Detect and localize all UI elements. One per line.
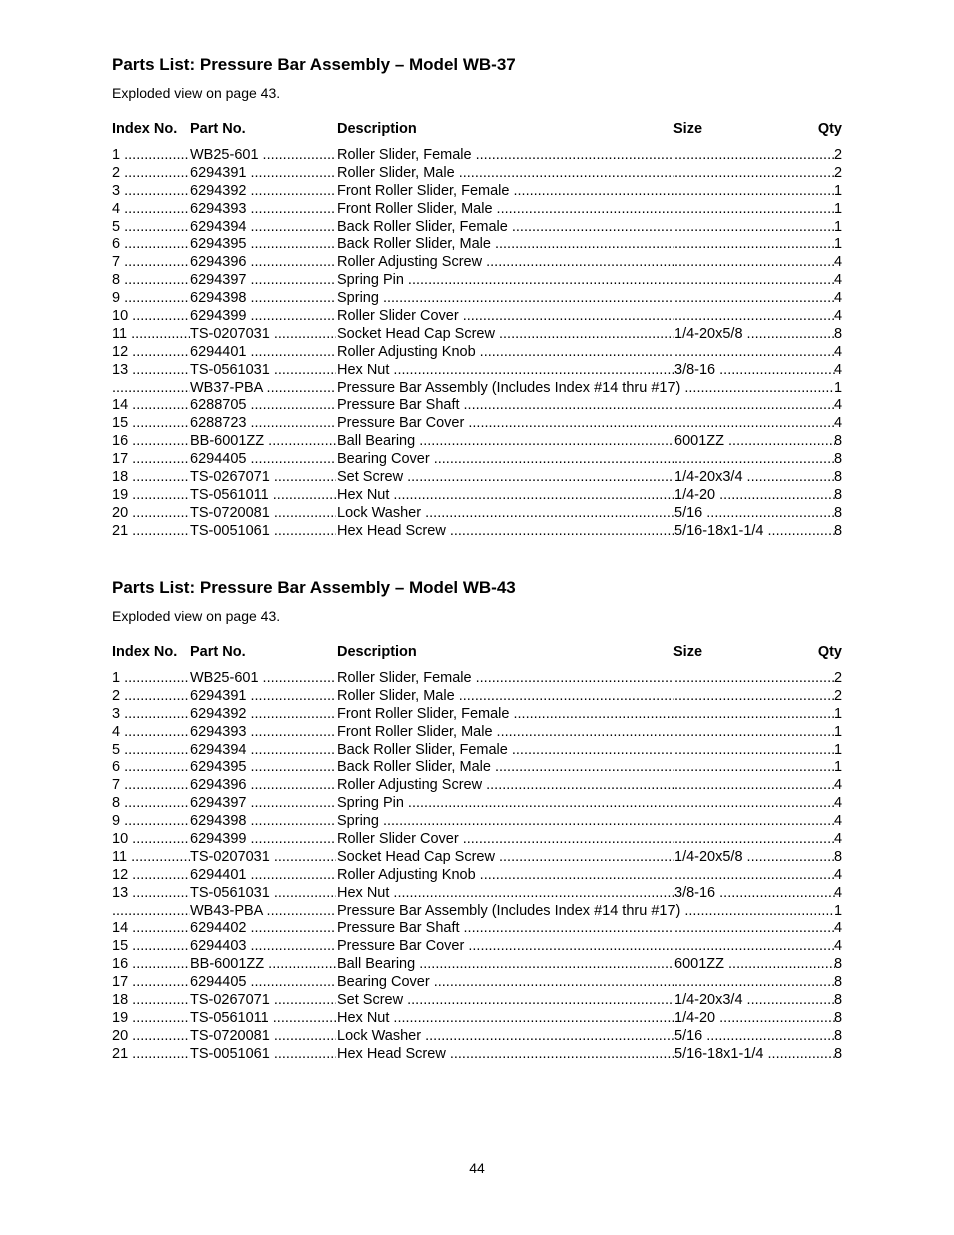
cell-qty: 4 bbox=[834, 813, 842, 830]
cell-size bbox=[674, 415, 835, 433]
table-row bbox=[112, 920, 842, 938]
cell-qty: 1 bbox=[834, 379, 842, 396]
section-subtitle: Exploded view on page 43. bbox=[112, 85, 281, 101]
cell-qty: 1 bbox=[834, 200, 842, 217]
table-row bbox=[112, 523, 842, 541]
cell-part-no: 6294401 ..... bbox=[190, 344, 336, 362]
cell-qty: 8 bbox=[834, 451, 842, 468]
table-row bbox=[112, 777, 842, 795]
cell-qty: 2 bbox=[834, 670, 842, 686]
table-row bbox=[112, 849, 842, 867]
table-header bbox=[112, 642, 842, 662]
cell-qty: 8 bbox=[834, 469, 842, 486]
cell-size: 6001ZZ ..... bbox=[674, 433, 835, 451]
cell-part-no: 6294403 ..... bbox=[190, 938, 336, 956]
cell-index bbox=[112, 380, 190, 398]
cell-index: 17 ..... bbox=[112, 451, 190, 469]
cell-description: Roller Slider Cover ..... bbox=[337, 308, 674, 326]
cell-index: 10 ..... bbox=[112, 308, 190, 326]
cell-part-no: 6294392 ..... bbox=[190, 706, 336, 724]
cell-part-no: 6294394 ..... bbox=[190, 219, 336, 237]
parts-list-section-wb43 bbox=[112, 577, 842, 1064]
cell-description: Spring ..... bbox=[337, 813, 674, 831]
cell-index: 18 ..... bbox=[112, 992, 190, 1010]
table-row bbox=[112, 1028, 842, 1046]
cell-index: 6 ..... bbox=[112, 759, 190, 777]
cell-size bbox=[674, 670, 835, 688]
cell-description: Roller Slider Cover ..... bbox=[337, 831, 674, 849]
cell-size: 1/4-20 ..... bbox=[674, 1010, 835, 1028]
table-row bbox=[112, 1010, 842, 1028]
table-row bbox=[112, 759, 842, 777]
cell-size bbox=[674, 201, 835, 219]
cell-description: Roller Slider, Female ..... bbox=[337, 147, 674, 165]
cell-description: Back Roller Slider, Female ..... bbox=[337, 742, 674, 760]
cell-description: Roller Adjusting Screw ..... bbox=[337, 777, 674, 795]
cell-size: 5/16-18x1-1/4 ..... bbox=[674, 1046, 835, 1064]
cell-description: Pressure Bar Assembly (Includes Index #14 thru #17) ..... bbox=[337, 380, 834, 398]
cell-description: Back Roller Slider, Female ..... bbox=[337, 219, 674, 237]
cell-part-no: 6294402 ..... bbox=[190, 920, 336, 938]
cell-description: Back Roller Slider, Male ..... bbox=[337, 759, 674, 777]
cell-qty: 8 bbox=[834, 486, 842, 503]
table-row bbox=[112, 415, 842, 433]
cell-size bbox=[674, 236, 835, 254]
cell-part-no: 6288705 ..... bbox=[190, 397, 336, 415]
header-description: Description bbox=[337, 644, 417, 660]
table-row bbox=[112, 706, 842, 724]
cell-index: 2 ..... bbox=[112, 688, 190, 706]
cell-part-no: 6294395 ..... bbox=[190, 236, 336, 254]
cell-part-no: 6294393 ..... bbox=[190, 724, 336, 742]
table-row bbox=[112, 308, 842, 326]
cell-description: Roller Adjusting Knob ..... bbox=[337, 867, 674, 885]
table-row bbox=[112, 165, 842, 183]
cell-index: 1 ..... bbox=[112, 147, 190, 165]
table-row bbox=[112, 813, 842, 831]
table-row bbox=[112, 451, 842, 469]
cell-description: Pressure Bar Shaft ..... bbox=[337, 920, 674, 938]
table-row bbox=[112, 469, 842, 487]
cell-size bbox=[674, 165, 835, 183]
page-number: 44 bbox=[469, 1160, 485, 1176]
cell-description: Hex Nut ..... bbox=[337, 1010, 674, 1028]
cell-size bbox=[674, 795, 835, 813]
cell-size bbox=[674, 344, 835, 362]
cell-part-no: WB43-PBA ..... bbox=[190, 903, 336, 921]
cell-qty: 8 bbox=[834, 956, 842, 973]
cell-index: 20 ..... bbox=[112, 505, 190, 523]
cell-index: 6 ..... bbox=[112, 236, 190, 254]
table-row bbox=[112, 992, 842, 1010]
header-size: Size bbox=[673, 121, 703, 137]
cell-qty: 8 bbox=[834, 848, 842, 865]
cell-index: 10 ..... bbox=[112, 831, 190, 849]
cell-qty: 4 bbox=[834, 343, 842, 360]
cell-size bbox=[674, 254, 835, 272]
cell-index: 7 ..... bbox=[112, 254, 190, 272]
cell-part-no: TS-0207031 ..... bbox=[190, 849, 336, 867]
table-row bbox=[112, 183, 842, 201]
cell-qty: 4 bbox=[834, 777, 842, 794]
section-subtitle: Exploded view on page 43. bbox=[112, 608, 281, 624]
cell-part-no: 6294393 ..... bbox=[190, 201, 336, 219]
cell-size: 5/16 ..... bbox=[674, 1028, 835, 1046]
cell-index: 19 ..... bbox=[112, 487, 190, 505]
header-part: Part No. bbox=[190, 121, 246, 137]
cell-qty: 8 bbox=[834, 433, 842, 450]
cell-qty: 1 bbox=[834, 723, 842, 740]
cell-part-no: BB-6001ZZ ..... bbox=[190, 433, 336, 451]
cell-description: Hex Nut ..... bbox=[337, 487, 674, 505]
table-row bbox=[112, 505, 842, 523]
cell-qty: 4 bbox=[834, 272, 842, 289]
cell-part-no: TS-0720081 ..... bbox=[190, 1028, 336, 1046]
table-row bbox=[112, 236, 842, 254]
cell-qty: 2 bbox=[834, 147, 842, 163]
cell-part-no: 6294391 ..... bbox=[190, 688, 336, 706]
table-row bbox=[112, 326, 842, 344]
cell-size bbox=[674, 831, 835, 849]
cell-index: 5 ..... bbox=[112, 219, 190, 237]
cell-description: Hex Head Screw ..... bbox=[337, 1046, 674, 1064]
table-row bbox=[112, 147, 842, 165]
cell-qty: 8 bbox=[834, 1045, 842, 1062]
cell-size bbox=[674, 759, 835, 777]
cell-qty: 1 bbox=[834, 705, 842, 722]
cell-part-no: 6294405 ..... bbox=[190, 451, 336, 469]
cell-size bbox=[674, 813, 835, 831]
cell-index: 14 ..... bbox=[112, 920, 190, 938]
cell-size bbox=[674, 219, 835, 237]
cell-index: 18 ..... bbox=[112, 469, 190, 487]
table-row bbox=[112, 903, 842, 921]
cell-size: 5/16-18x1-1/4 ..... bbox=[674, 523, 835, 541]
cell-part-no: TS-0267071 ..... bbox=[190, 469, 336, 487]
cell-description: Spring ..... bbox=[337, 290, 674, 308]
table-row bbox=[112, 344, 842, 362]
cell-part-no: TS-0267071 ..... bbox=[190, 992, 336, 1010]
cell-qty: 4 bbox=[834, 254, 842, 271]
cell-description: Hex Nut ..... bbox=[337, 362, 674, 380]
cell-part-no: TS-0207031 ..... bbox=[190, 326, 336, 344]
cell-index: 4 ..... bbox=[112, 724, 190, 742]
cell-index: 9 ..... bbox=[112, 290, 190, 308]
cell-index: 20 ..... bbox=[112, 1028, 190, 1046]
cell-size bbox=[674, 272, 835, 290]
cell-qty: 8 bbox=[834, 1009, 842, 1026]
cell-description: Roller Slider, Male ..... bbox=[337, 688, 674, 706]
cell-index: 3 ..... bbox=[112, 183, 190, 201]
cell-size bbox=[674, 397, 835, 415]
cell-size: 3/8-16 ..... bbox=[674, 362, 835, 380]
cell-part-no: TS-0720081 ..... bbox=[190, 505, 336, 523]
cell-part-no: 6294391 ..... bbox=[190, 165, 336, 183]
cell-part-no: TS-0051061 ..... bbox=[190, 523, 336, 541]
cell-index: 15 ..... bbox=[112, 415, 190, 433]
cell-description: Front Roller Slider, Female ..... bbox=[337, 706, 674, 724]
cell-size: 1/4-20x5/8 ..... bbox=[674, 849, 835, 867]
cell-part-no: 6294398 ..... bbox=[190, 813, 336, 831]
cell-size: 1/4-20 ..... bbox=[674, 487, 835, 505]
table-header bbox=[112, 119, 842, 139]
cell-qty: 8 bbox=[834, 992, 842, 1009]
cell-size bbox=[674, 290, 835, 308]
cell-qty: 1 bbox=[834, 759, 842, 776]
cell-index: 19 ..... bbox=[112, 1010, 190, 1028]
cell-description: Front Roller Slider, Male ..... bbox=[337, 201, 674, 219]
cell-qty: 2 bbox=[834, 164, 842, 181]
cell-part-no: TS-0051061 ..... bbox=[190, 1046, 336, 1064]
cell-index: 13 ..... bbox=[112, 885, 190, 903]
cell-size: 1/4-20x5/8 ..... bbox=[674, 326, 835, 344]
table-row bbox=[112, 742, 842, 760]
cell-part-no: 6294397 ..... bbox=[190, 795, 336, 813]
cell-description: Roller Slider, Female ..... bbox=[337, 670, 674, 688]
cell-description: Roller Slider, Male ..... bbox=[337, 165, 674, 183]
cell-index: 15 ..... bbox=[112, 938, 190, 956]
cell-description: Pressure Bar Cover ..... bbox=[337, 415, 674, 433]
cell-index: 17 ..... bbox=[112, 974, 190, 992]
cell-qty: 4 bbox=[834, 920, 842, 937]
cell-description: Ball Bearing ..... bbox=[337, 433, 674, 451]
cell-qty: 4 bbox=[834, 831, 842, 848]
cell-description: Set Screw ..... bbox=[337, 992, 674, 1010]
table-row bbox=[112, 201, 842, 219]
table-row bbox=[112, 795, 842, 813]
cell-qty: 1 bbox=[834, 902, 842, 919]
table-row bbox=[112, 688, 842, 706]
table-row bbox=[112, 487, 842, 505]
cell-description: Lock Washer ..... bbox=[337, 505, 674, 523]
cell-size bbox=[674, 920, 835, 938]
cell-size bbox=[674, 777, 835, 795]
cell-size bbox=[674, 724, 835, 742]
cell-part-no: 6294399 ..... bbox=[190, 831, 336, 849]
cell-size bbox=[674, 308, 835, 326]
cell-part-no: 6294392 ..... bbox=[190, 183, 336, 201]
cell-size bbox=[674, 742, 835, 760]
cell-description: Roller Adjusting Knob ..... bbox=[337, 344, 674, 362]
cell-size bbox=[674, 688, 835, 706]
cell-description: Pressure Bar Assembly (Includes Index #14 thru #17) ..... bbox=[337, 903, 834, 921]
cell-size: 3/8-16 ..... bbox=[674, 885, 835, 903]
cell-description: Lock Washer ..... bbox=[337, 1028, 674, 1046]
cell-index: 4 ..... bbox=[112, 201, 190, 219]
cell-part-no: 6294398 ..... bbox=[190, 290, 336, 308]
cell-index: 12 ..... bbox=[112, 867, 190, 885]
cell-index: 16 ..... bbox=[112, 956, 190, 974]
cell-index: 7 ..... bbox=[112, 777, 190, 795]
cell-index: 5 ..... bbox=[112, 742, 190, 760]
cell-size: 6001ZZ ..... bbox=[674, 956, 835, 974]
cell-index: 8 ..... bbox=[112, 272, 190, 290]
cell-qty: 1 bbox=[834, 182, 842, 199]
cell-qty: 1 bbox=[834, 218, 842, 235]
parts-list-section-wb37 bbox=[112, 54, 842, 541]
table-row bbox=[112, 254, 842, 272]
cell-qty: 4 bbox=[834, 397, 842, 414]
table-row bbox=[112, 867, 842, 885]
cell-description: Bearing Cover ..... bbox=[337, 974, 674, 992]
cell-part-no: TS-0561031 ..... bbox=[190, 362, 336, 380]
cell-size bbox=[674, 974, 835, 992]
cell-part-no: WB25-601 ..... bbox=[190, 670, 336, 688]
cell-description: Hex Head Screw ..... bbox=[337, 523, 674, 541]
cell-description: Socket Head Cap Screw ..... bbox=[337, 326, 674, 344]
cell-part-no: 6294396 ..... bbox=[190, 777, 336, 795]
cell-index: 21 ..... bbox=[112, 1046, 190, 1064]
cell-qty: 4 bbox=[834, 308, 842, 325]
cell-qty: 8 bbox=[834, 522, 842, 539]
cell-part-no: 6294397 ..... bbox=[190, 272, 336, 290]
table-row bbox=[112, 831, 842, 849]
cell-qty: 4 bbox=[834, 795, 842, 812]
table-row bbox=[112, 433, 842, 451]
cell-size bbox=[674, 147, 835, 165]
cell-size bbox=[674, 706, 835, 724]
table-row bbox=[112, 380, 842, 398]
cell-part-no: 6294399 ..... bbox=[190, 308, 336, 326]
table-row bbox=[112, 885, 842, 903]
cell-qty: 1 bbox=[834, 236, 842, 253]
cell-qty: 8 bbox=[834, 1027, 842, 1044]
table-row bbox=[112, 956, 842, 974]
cell-qty: 4 bbox=[834, 938, 842, 955]
cell-description: Bearing Cover ..... bbox=[337, 451, 674, 469]
cell-qty: 2 bbox=[834, 687, 842, 704]
cell-size bbox=[674, 867, 835, 885]
cell-qty: 8 bbox=[834, 325, 842, 342]
cell-qty: 8 bbox=[834, 504, 842, 521]
cell-description: Front Roller Slider, Male ..... bbox=[337, 724, 674, 742]
cell-qty: 4 bbox=[834, 361, 842, 378]
cell-size bbox=[674, 938, 835, 956]
cell-part-no: 6294396 ..... bbox=[190, 254, 336, 272]
header-index: Index No. bbox=[112, 644, 178, 660]
cell-part-no: 6294405 ..... bbox=[190, 974, 336, 992]
cell-index: 16 ..... bbox=[112, 433, 190, 451]
cell-description: Roller Adjusting Screw ..... bbox=[337, 254, 674, 272]
cell-part-no: 6294394 ..... bbox=[190, 742, 336, 760]
cell-index: 12 ..... bbox=[112, 344, 190, 362]
cell-description: Spring Pin ..... bbox=[337, 272, 674, 290]
cell-index bbox=[112, 903, 190, 921]
table-row bbox=[112, 1046, 842, 1064]
cell-part-no: 6294395 ..... bbox=[190, 759, 336, 777]
header-qty: Qty bbox=[817, 121, 842, 137]
cell-description: Pressure Bar Cover ..... bbox=[337, 938, 674, 956]
cell-size bbox=[674, 451, 835, 469]
section-title: Parts List: Pressure Bar Assembly – Model WB-37 bbox=[112, 55, 516, 74]
cell-part-no: TS-0561031 ..... bbox=[190, 885, 336, 903]
cell-index: 9 ..... bbox=[112, 813, 190, 831]
cell-qty: 4 bbox=[834, 866, 842, 883]
cell-description: Socket Head Cap Screw ..... bbox=[337, 849, 674, 867]
cell-index: 3 ..... bbox=[112, 706, 190, 724]
section-title: Parts List: Pressure Bar Assembly – Model WB-43 bbox=[112, 578, 516, 597]
header-size: Size bbox=[673, 644, 703, 660]
header-qty: Qty bbox=[817, 644, 842, 660]
cell-size: 1/4-20x3/4 ..... bbox=[674, 992, 835, 1010]
cell-qty: 4 bbox=[834, 415, 842, 432]
cell-size: 5/16 ..... bbox=[674, 505, 835, 523]
cell-qty: 8 bbox=[834, 974, 842, 991]
table-row bbox=[112, 938, 842, 956]
cell-part-no: BB-6001ZZ ..... bbox=[190, 956, 336, 974]
table-row bbox=[112, 670, 842, 688]
cell-index: 8 ..... bbox=[112, 795, 190, 813]
cell-index: 2 ..... bbox=[112, 165, 190, 183]
cell-size bbox=[674, 183, 835, 201]
cell-description: Front Roller Slider, Female ..... bbox=[337, 183, 674, 201]
table-row bbox=[112, 397, 842, 415]
cell-description: Spring Pin ..... bbox=[337, 795, 674, 813]
cell-size: 1/4-20x3/4 ..... bbox=[674, 469, 835, 487]
table-row bbox=[112, 290, 842, 308]
cell-index: 13 ..... bbox=[112, 362, 190, 380]
cell-description: Back Roller Slider, Male ..... bbox=[337, 236, 674, 254]
table-row bbox=[112, 362, 842, 380]
cell-description: Pressure Bar Shaft ..... bbox=[337, 397, 674, 415]
table-row bbox=[112, 724, 842, 742]
cell-index: 21 ..... bbox=[112, 523, 190, 541]
cell-index: 11 ..... bbox=[112, 326, 190, 344]
header-part: Part No. bbox=[190, 644, 246, 660]
cell-description: Ball Bearing ..... bbox=[337, 956, 674, 974]
cell-qty: 1 bbox=[834, 741, 842, 758]
cell-description: Set Screw ..... bbox=[337, 469, 674, 487]
cell-index: 11 ..... bbox=[112, 849, 190, 867]
cell-part-no: 6288723 ..... bbox=[190, 415, 336, 433]
cell-qty: 4 bbox=[834, 290, 842, 307]
header-index: Index No. bbox=[112, 121, 178, 137]
parts-table bbox=[112, 670, 842, 1064]
cell-index: 14 ..... bbox=[112, 397, 190, 415]
header-description: Description bbox=[337, 121, 417, 137]
cell-part-no: 6294401 ..... bbox=[190, 867, 336, 885]
cell-part-no: TS-0561011 ..... bbox=[190, 487, 336, 505]
cell-part-no: WB25-601 ..... bbox=[190, 147, 336, 165]
table-row bbox=[112, 974, 842, 992]
cell-index: 1 ..... bbox=[112, 670, 190, 688]
table-row bbox=[112, 219, 842, 237]
cell-qty: 4 bbox=[834, 884, 842, 901]
cell-part-no: WB37-PBA ..... bbox=[190, 380, 336, 398]
cell-part-no: TS-0561011 ..... bbox=[190, 1010, 336, 1028]
cell-description: Hex Nut ..... bbox=[337, 885, 674, 903]
table-row bbox=[112, 272, 842, 290]
parts-table bbox=[112, 147, 842, 541]
